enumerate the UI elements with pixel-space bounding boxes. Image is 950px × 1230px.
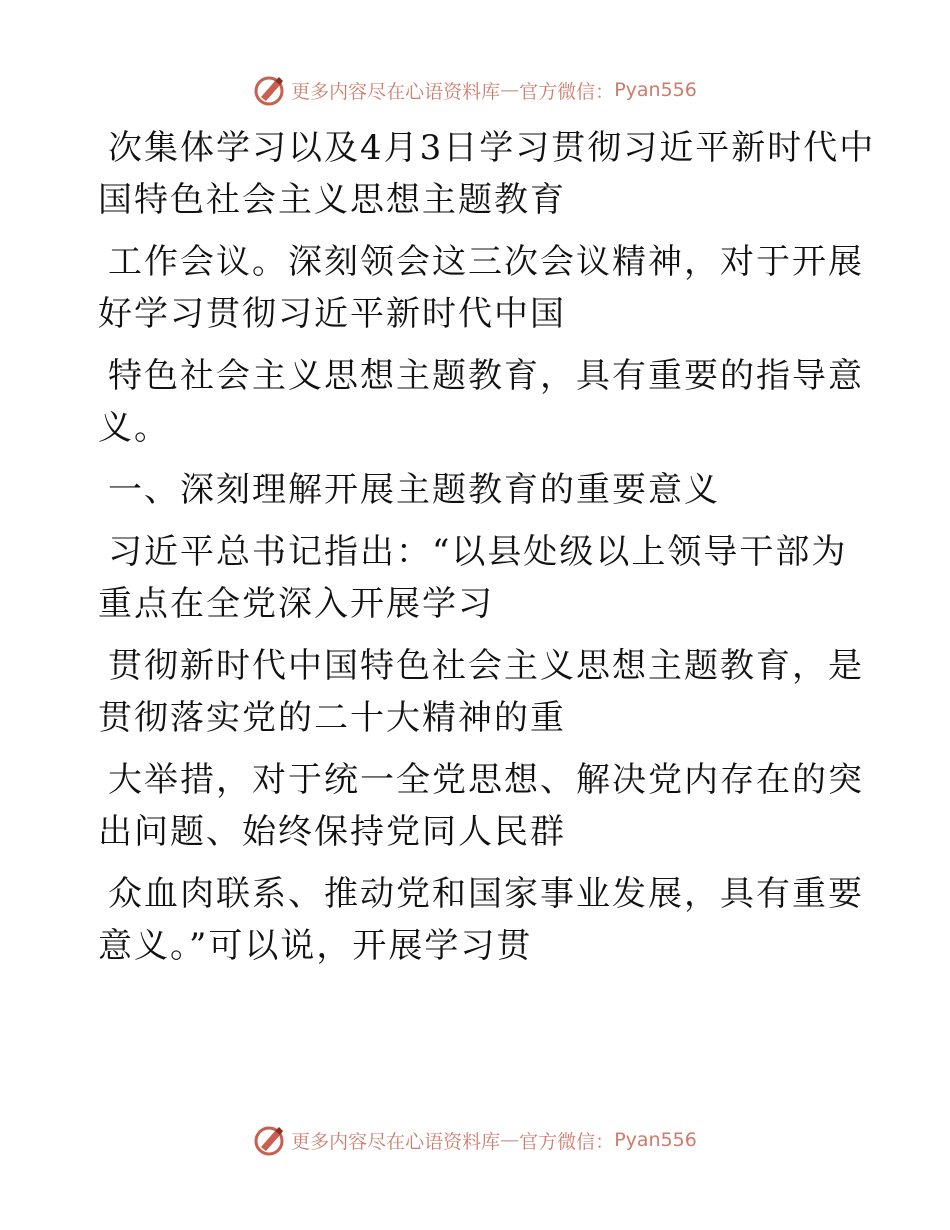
pen-logo-icon — [253, 1123, 287, 1157]
document-body — [98, 122, 876, 982]
watermark-separator: — — [500, 79, 520, 101]
watermark-label: 官方微信： — [519, 1130, 615, 1153]
paragraph — [98, 754, 864, 858]
paragraph — [98, 350, 864, 454]
watermark-separator: — — [500, 1129, 520, 1151]
footer-watermark — [0, 1120, 950, 1160]
text-line: 义。 — [98, 408, 170, 448]
section-heading — [98, 464, 858, 516]
paragraph — [98, 640, 864, 744]
paragraph — [98, 868, 864, 972]
text-line: 贯彻新时代中国特色社会主义思想主题教育，是 — [108, 646, 864, 686]
text-line: 习近平总书记指出：“以县处级以上领导干部为 — [108, 532, 848, 572]
pen-logo-icon — [253, 73, 287, 107]
text-line: 众血肉联系、推动党和国家事业发展，具有重要 — [108, 874, 864, 914]
text-line: 特色社会主义思想主题教育，具有重要的指导意 — [108, 356, 864, 396]
paragraph — [98, 526, 858, 630]
text-line: 国特色社会主义思想主题教育 — [98, 180, 566, 220]
text-line: 一、深刻理解开展主题教育的重要意义 — [108, 470, 720, 510]
paragraph — [98, 236, 864, 340]
watermark-wechat-id: Pyan556 — [614, 1129, 697, 1151]
watermark-wechat-id: Pyan556 — [614, 79, 697, 101]
text-line: 次集体学习以及4月3日学习贯彻习近平新时代中 — [108, 128, 876, 168]
text-line: 好学习贯彻习近平新时代中国 — [98, 294, 566, 334]
watermark-label: 官方微信： — [519, 80, 615, 103]
text-line: 贯彻落实党的二十大精神的重 — [98, 698, 566, 738]
paragraph — [98, 122, 876, 226]
text-line: 大举措，对于统一全党思想、解决党内存在的突 — [108, 760, 864, 800]
text-line: 意义。”可以说，开展学习贯 — [98, 926, 533, 966]
text-line: 工作会议。深刻领会这三次会议精神，对于开展 — [108, 242, 864, 282]
watermark-brand-text: 更多内容尽在心语资料库 — [291, 80, 501, 103]
text-line: 重点在全党深入开展学习 — [98, 584, 494, 624]
text-line: 出问题、始终保持党同人民群 — [98, 812, 566, 852]
watermark-brand-text: 更多内容尽在心语资料库 — [291, 1130, 501, 1153]
header-watermark — [0, 70, 950, 110]
